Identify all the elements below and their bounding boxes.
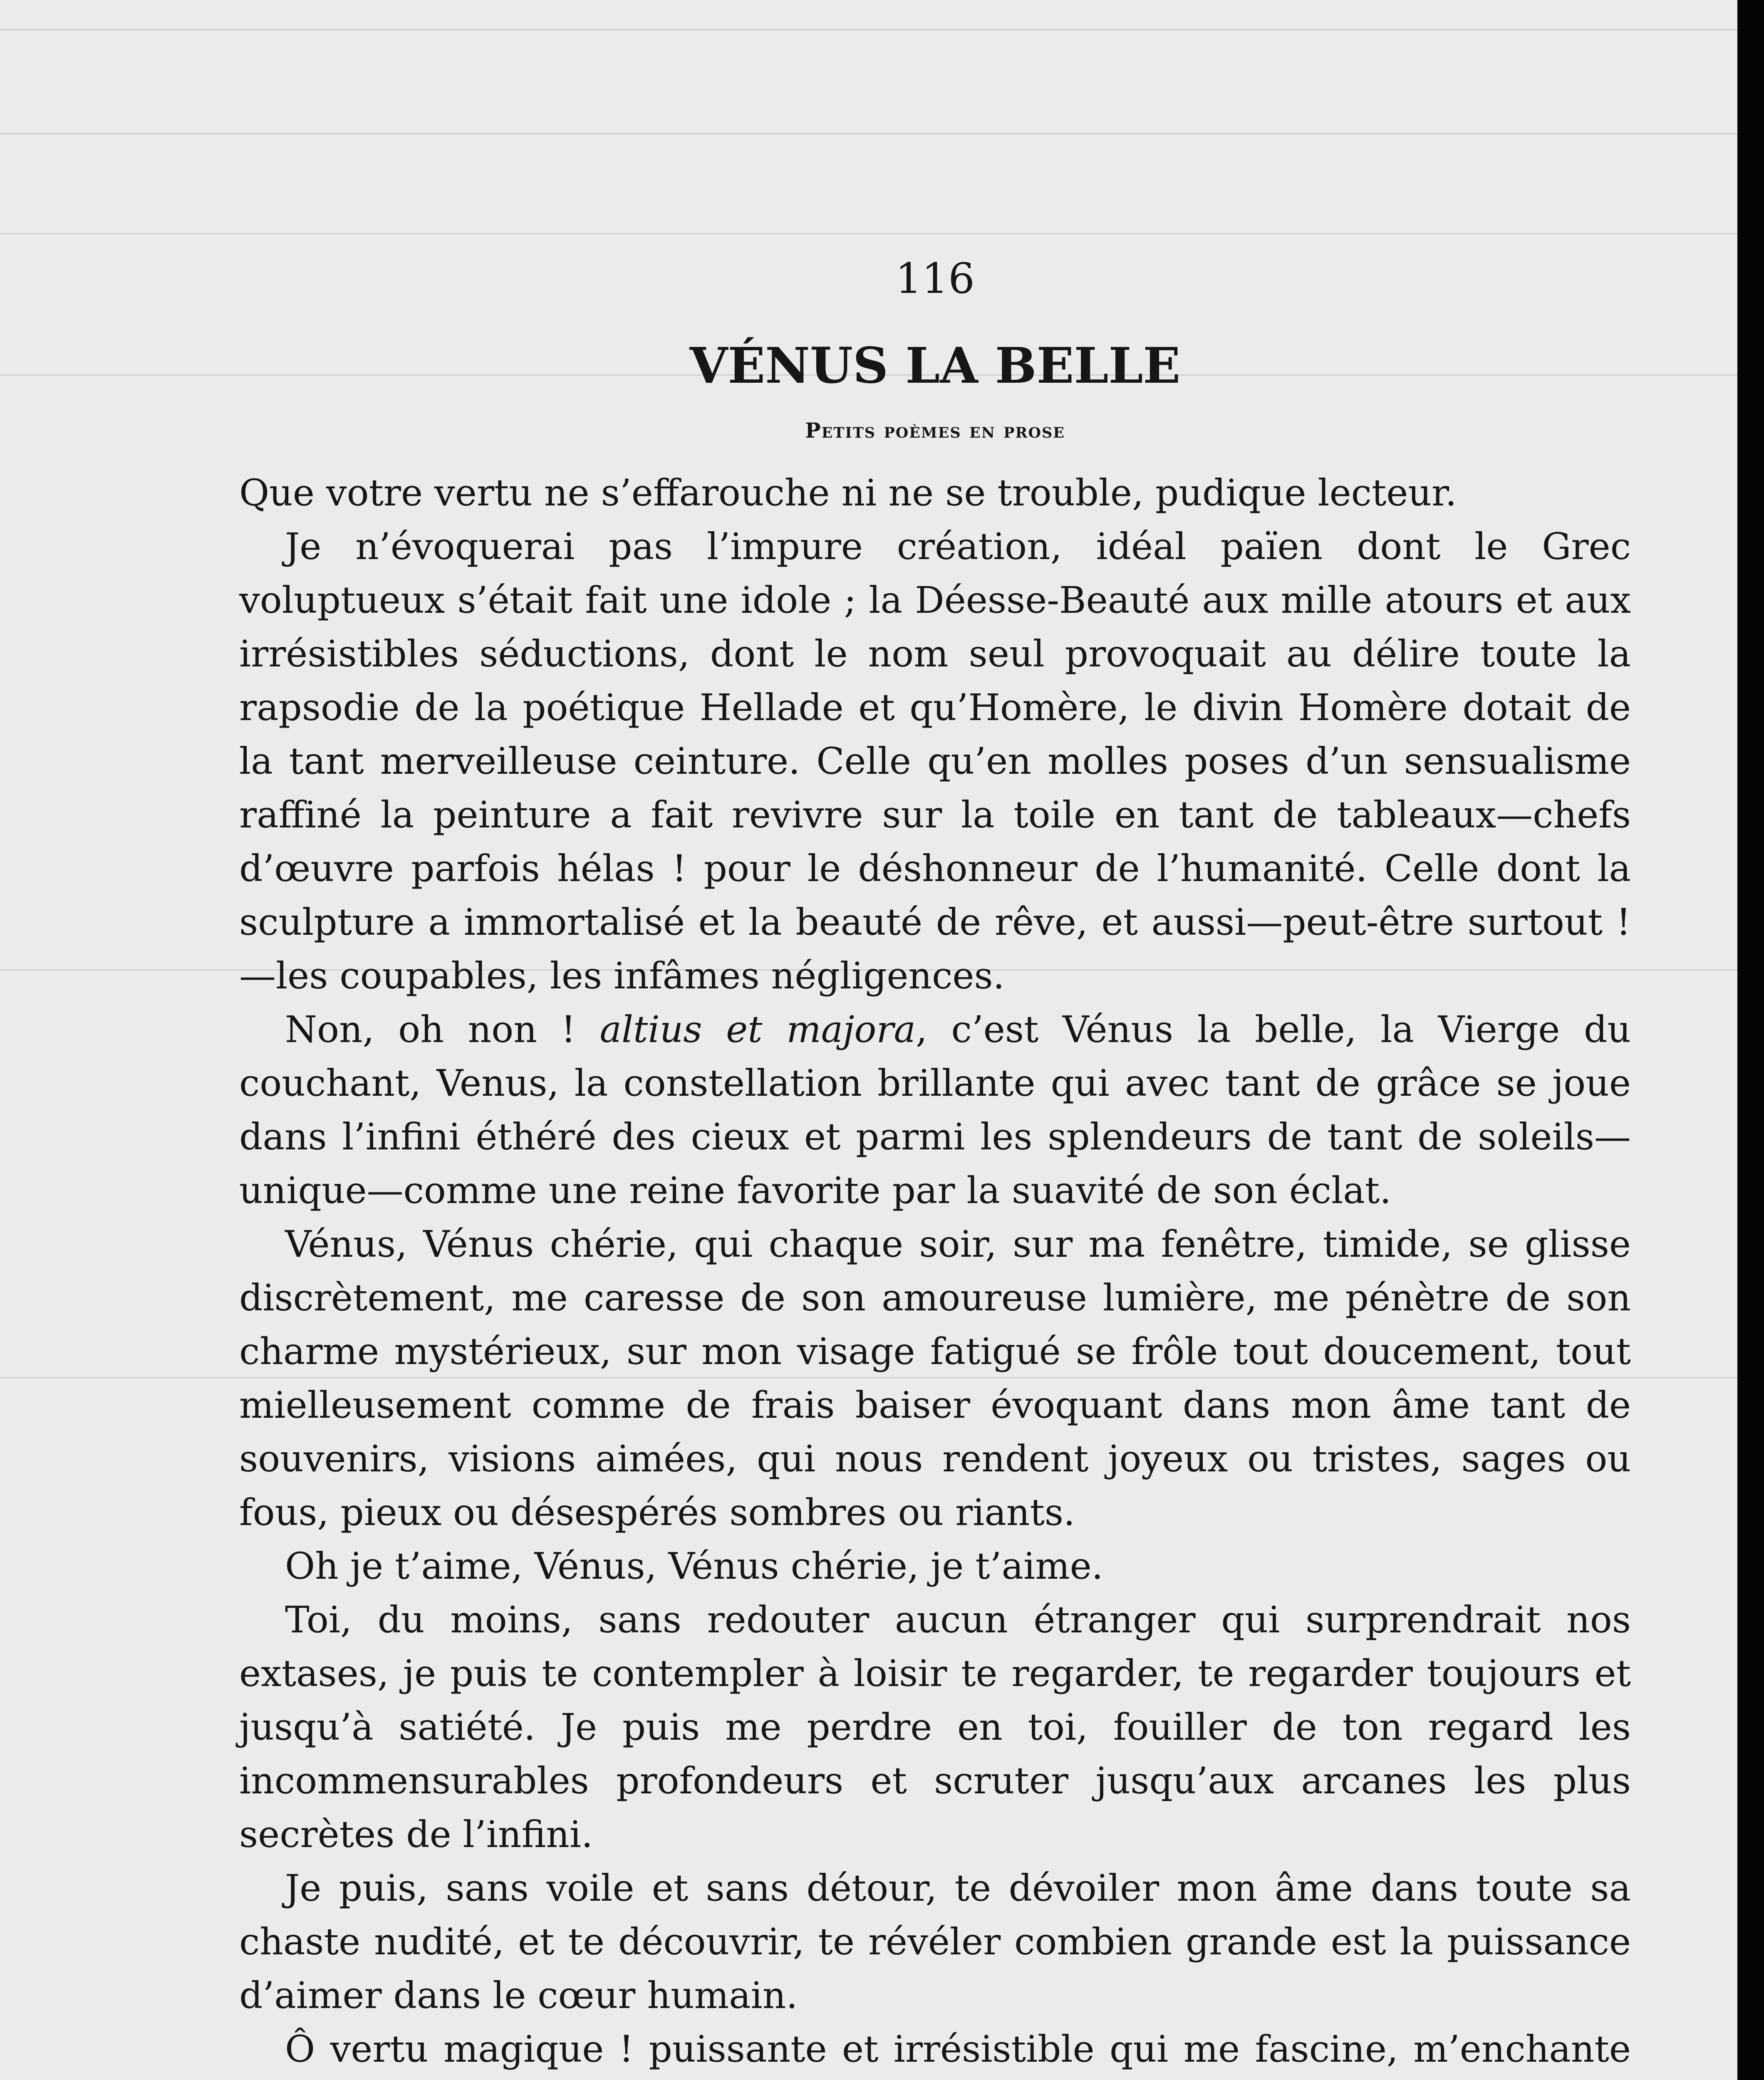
article-subtitle: Petits poèmes en prose	[805, 418, 1065, 443]
paragraph	[239, 1003, 1631, 1217]
paragraph-lead: Non, oh non !	[285, 1008, 600, 1051]
paragraph: Vénus, Vénus chérie, qui chaque soir, sur ma fenêtre, timide, se glisse discrètement, me caresse de son amoureuse lumière, me pénètre de son charme mystérieux, sur mon visage fatigué se frôle tout doucement, tout mielleusement comme de frais baiser évoquant dans mon âme tant de souvenirs, visions aimées, qui nous rendent joyeux ou tristes, sages ou fous, pieux ou désespérés sombres ou riants.	[239, 1223, 1631, 1534]
page-number: 116	[895, 254, 975, 303]
paragraph: Ô vertu magique ! puissante et irrésistible qui me fascine, m’enchante	[285, 2028, 1631, 2070]
ruled-line	[0, 233, 1737, 234]
paragraph: Je n’évoquerai pas l’impure création, idéal païen dont le Grec voluptueux s’était fait une idole ; la Déesse-Beauté aux mille atours et aux irrésistibles séductions, dont le nom seul provoquait au délire toute la rapsodie de la poétique Hellade et qu’Homère, le divin Homère dotait de la tant merveilleuse ceinture. Celle qu’en molles poses d’un sensualisme raffiné la peinture a fait revivre sur la toile en tant de tableaux—chefs d’œuvre parfois hélas ! pour le déshonneur de l’humanité. Celle dont la sculpture a immortalisé et la beauté de rêve, et aussi—peut-être surtout !—les coupables, les infâmes négligences.	[239, 525, 1631, 997]
paragraph: Que votre vertu ne s’effarouche ni ne se trouble, pudique lecteur.	[239, 471, 1457, 514]
paragraph: Je puis, sans voile et sans détour, te dévoiler mon âme dans toute sa chaste nudité, et te découvrir, te révéler combien grande est la puissance d’aimer dans le cœur humain.	[239, 1867, 1631, 2017]
article-body	[239, 466, 1631, 2080]
paragraph: Oh je t’aime, Vénus, Vénus chérie, je t’aime.	[285, 1545, 1103, 1587]
paragraph-rest: Venus, la constellation brillante qui avec tant de grâce se joue dans l’infini éthéré des cieux et parmi les splendeurs de tant de soleils—unique—comme une reine favorite par la suavité de son éclat.	[239, 1062, 1631, 1212]
ruled-line	[0, 29, 1737, 30]
article-title: VÉNUS LA BELLE	[689, 337, 1181, 394]
paragraph: Toi, du moins, sans redouter aucun étranger qui surprendrait nos extases, je puis te contempler à loisir te regarder, te regarder toujours et jusqu’à satiété. Je puis me perdre en toi, fouiller de ton regard les incommensurables profondeurs et scruter jusqu’aux arcanes les plus secrètes de l’infini.	[239, 1598, 1631, 1856]
scan-border	[1737, 0, 1764, 2080]
ruled-line	[0, 133, 1737, 134]
latin-emphasis: altius et majora	[600, 1008, 916, 1051]
paragraph-mid: , c’est Vénus la belle, la Vierge du couchant,	[239, 1008, 1631, 1104]
